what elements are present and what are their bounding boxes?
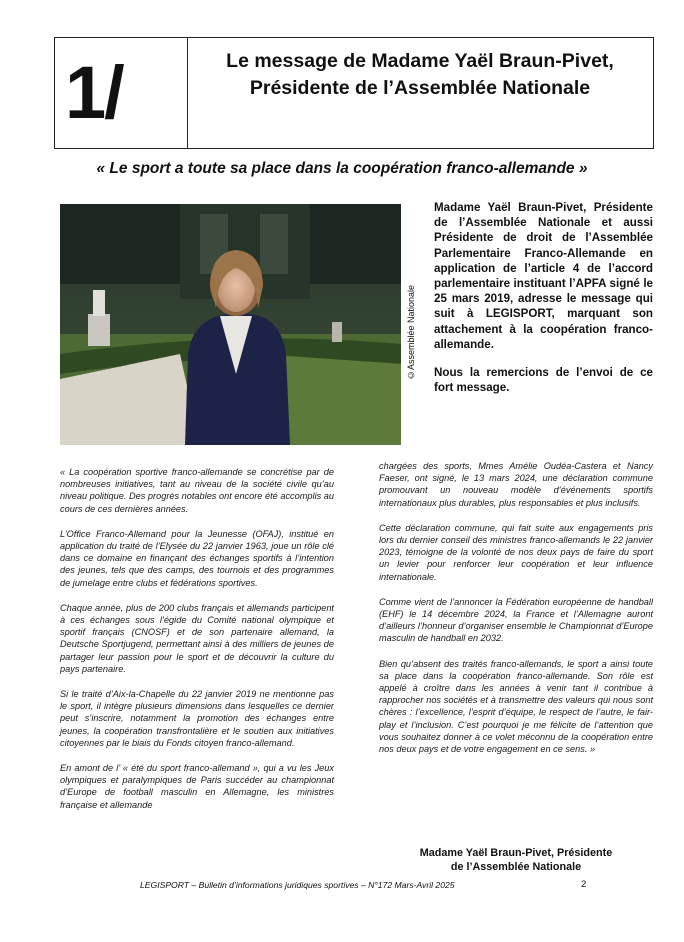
body-paragraph: Cette déclaration commune, qui fait suite aux engagements pris lors du dernier conseil des ministres franco-allemands le 22 janvier 2023, témoigne de la volonté de nos deux pays de faire du sport un levier pour renforcer leur coopération et leur influence internationale.	[379, 522, 653, 582]
body-paragraph: « La coopération sportive franco-allemande se concrétise par de nombreuses initiatives, tant au niveau de la société civile qu’au niveau politique. Des progrès notables ont encore été accomplis au cours de ces dernières années.	[60, 467, 334, 514]
signature-line-1: Madame Yaël Braun-Pivet, Présidente	[419, 847, 613, 859]
page-number: 2	[581, 879, 587, 890]
signature-line-2: de l’Assemblée Nationale	[450, 861, 582, 873]
intro-thanks: Nous la remercions de l’envoi de ce fort message.	[434, 366, 653, 395]
intro-text	[434, 200, 653, 395]
right-column	[379, 460, 653, 768]
portrait-illustration	[60, 204, 401, 445]
article-header	[54, 37, 654, 149]
title-line-2: Présidente de l’Assemblée Nationale	[249, 77, 591, 99]
body-paragraph: Si le traité d’Aix-la-Chapelle du 22 janvier 2019 ne mentionne pas le sport, il intègre plusieurs dimensions dans lesquelles ce dernier peut s’inscrire, notamment la promotion des échanges entre jeunes, la coopération transfrontalière et le soutien aux initiatives citoyennes par le biais du Fonds citoyen franco-allemand.	[60, 689, 334, 748]
article-title	[187, 48, 653, 102]
body-paragraph: Comme vient de l’annoncer la Fédération européenne de handball (EHF) le 14 décembre 2024, la France et l’Allemagne auront d’ailleurs l’honneur d’organiser ensemble le Championnat d’Europe masculin de handball en 2032.	[379, 596, 653, 644]
body-paragraph: Chaque année, plus de 200 clubs français et allemands participent à ces échanges sous l’égide du Comité national olympique et sportif français (CNOSF) et de son partenaire allemand, la Deutsche Sportjugend, permettant ainsi à des milliers de jeunes de partager leur passion pour le sport et de découvrir la culture du pays partenaire.	[60, 602, 334, 674]
footer-text: LEGISPORT – Bulletin d’informations juridiques sportives – N°172 Mars-Avril 2025	[140, 880, 455, 890]
left-column	[60, 466, 334, 824]
body-paragraph: L’Office Franco-Allemand pour la Jeunesse (OFAJ), institué en application du traité de l’Elysée du 22 janvier 1963, joue un rôle clé dans ce domaine en finançant des échanges sportifs à l’intention des jeunes, tels que des camps, des tournois et des programmes de jumelage entre clubs et fédérations sportives.	[60, 528, 334, 588]
photo-credit: ©Assemblée Nationale	[406, 284, 416, 380]
signature	[379, 846, 653, 874]
portrait-photo	[60, 204, 401, 445]
title-line-1: Le message de Madame Yaël Braun-Pivet,	[226, 50, 614, 72]
body-paragraph: En amont de l’ « été du sport franco-allemand », qui a vu les Jeux olympiques et paralympiques de Paris succéder au championnat d’Europe de football masculin en Allemagne, les ministres française et allemande	[60, 763, 334, 810]
body-paragraph: chargées des sports, Mmes Amélie Oudéa-Castera et Nancy Faeser, ont signé, le 13 mars 2024, une déclaration commune promouvant un nouveau modèle d’événements sportifs internationaux plus durables, plus responsables et plus inclusifs.	[379, 461, 653, 508]
intro-paragraph: Madame Yaël Braun-Pivet, Présidente de l’Assemblée Nationale et aussi Présidente de droit de l’Assemblée Parlementaire Franco-Allemande en application de l’article 4 de l’accord parlementaire instituant l’APFA signé le 25 mars 2019, adresse le message qui suit à LEGISPORT, marquant son attachement à la coopération franco-allemande.	[434, 201, 653, 351]
section-number: 1/	[65, 51, 123, 134]
headline-quote: « Le sport a toute sa place dans la coopération franco-allemande »	[96, 160, 588, 177]
body-paragraph: Bien qu’absent des traités franco-allemands, le sport a ainsi toute sa place dans la coopération franco-allemande. Son rôle est appelé à croître dans les années à venir tant il contribue à rapprocher nos sociétés et à transmettre des valeurs qui nous sont chères : l’excellence, l’esprit d’équipe, le respect de l’autre, le fair-play et l’inclusion. C’est pourquoi je me félicite de l’attention que vous souhaitez donner à ce volet méconnu de la coopération entre nos deux pays et de votre engagement en ce sens. »	[379, 658, 653, 755]
